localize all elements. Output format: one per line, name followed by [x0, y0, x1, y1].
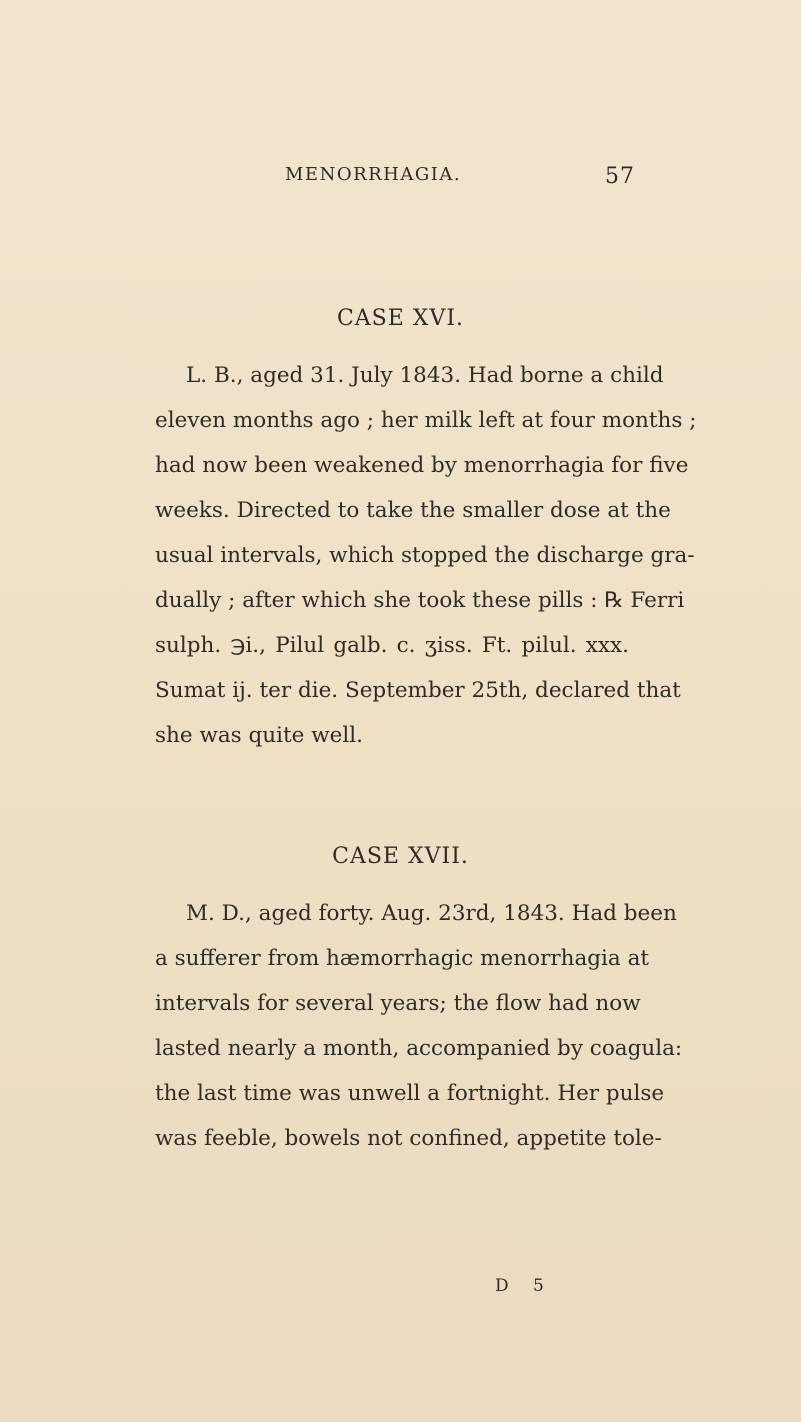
- running-head: [285, 164, 635, 192]
- case-xvi-line-5: usual intervals, which stopped the discharge gra-: [155, 543, 695, 568]
- catchword-letter: D: [495, 1276, 510, 1296]
- case-xvi-line-4: weeks. Directed to take the smaller dose at the: [155, 498, 671, 523]
- case-xvii-line-6: was feeble, bowels not confined, appetite tole-: [155, 1126, 662, 1151]
- case-xvii-line-4: lasted nearly a month, accompanied by coagula:: [155, 1036, 683, 1061]
- case-xvii-line-3: intervals for several years; the flow had now: [155, 991, 641, 1016]
- running-head-title: MENORRHAGIA.: [285, 164, 462, 185]
- case-xvi-line-6: dually ; after which she took these pills : ℞ Ferri: [155, 588, 685, 613]
- case-xvi-heading: CASE XVI.: [336, 306, 465, 331]
- catchword-number: 5: [533, 1276, 545, 1296]
- case-xvii-line-2: a sufferer from hæmorrhagic menorrhagia at: [155, 946, 650, 971]
- case-xvi-line-3: had now been weakened by menorrhagia for five: [155, 453, 689, 478]
- case-xvi-line-2: eleven months ago ; her milk left at four months ;: [155, 408, 697, 433]
- case-xvii-line-5: the last time was unwell a fortnight. Her pulse: [155, 1081, 665, 1106]
- case-xvi-line-8: Sumat ij. ter die. September 25th, declared that: [155, 678, 681, 703]
- catchword: [495, 1276, 544, 1296]
- case-xvi-line-9: she was quite well.: [155, 723, 363, 748]
- page-number: 57: [605, 164, 635, 189]
- case-xvii-heading: CASE XVII.: [332, 844, 469, 869]
- case-xvi-line-1: L. B., aged 31. July 1843. Had borne a child: [186, 363, 664, 388]
- case-xvii-line-1: M. D., aged forty. Aug. 23rd, 1843. Had been: [186, 901, 677, 926]
- case-xvi-line-7: sulph. ℈i., Pilul galb. c. ʒiss. Ft. pilul. xxx.: [155, 633, 629, 658]
